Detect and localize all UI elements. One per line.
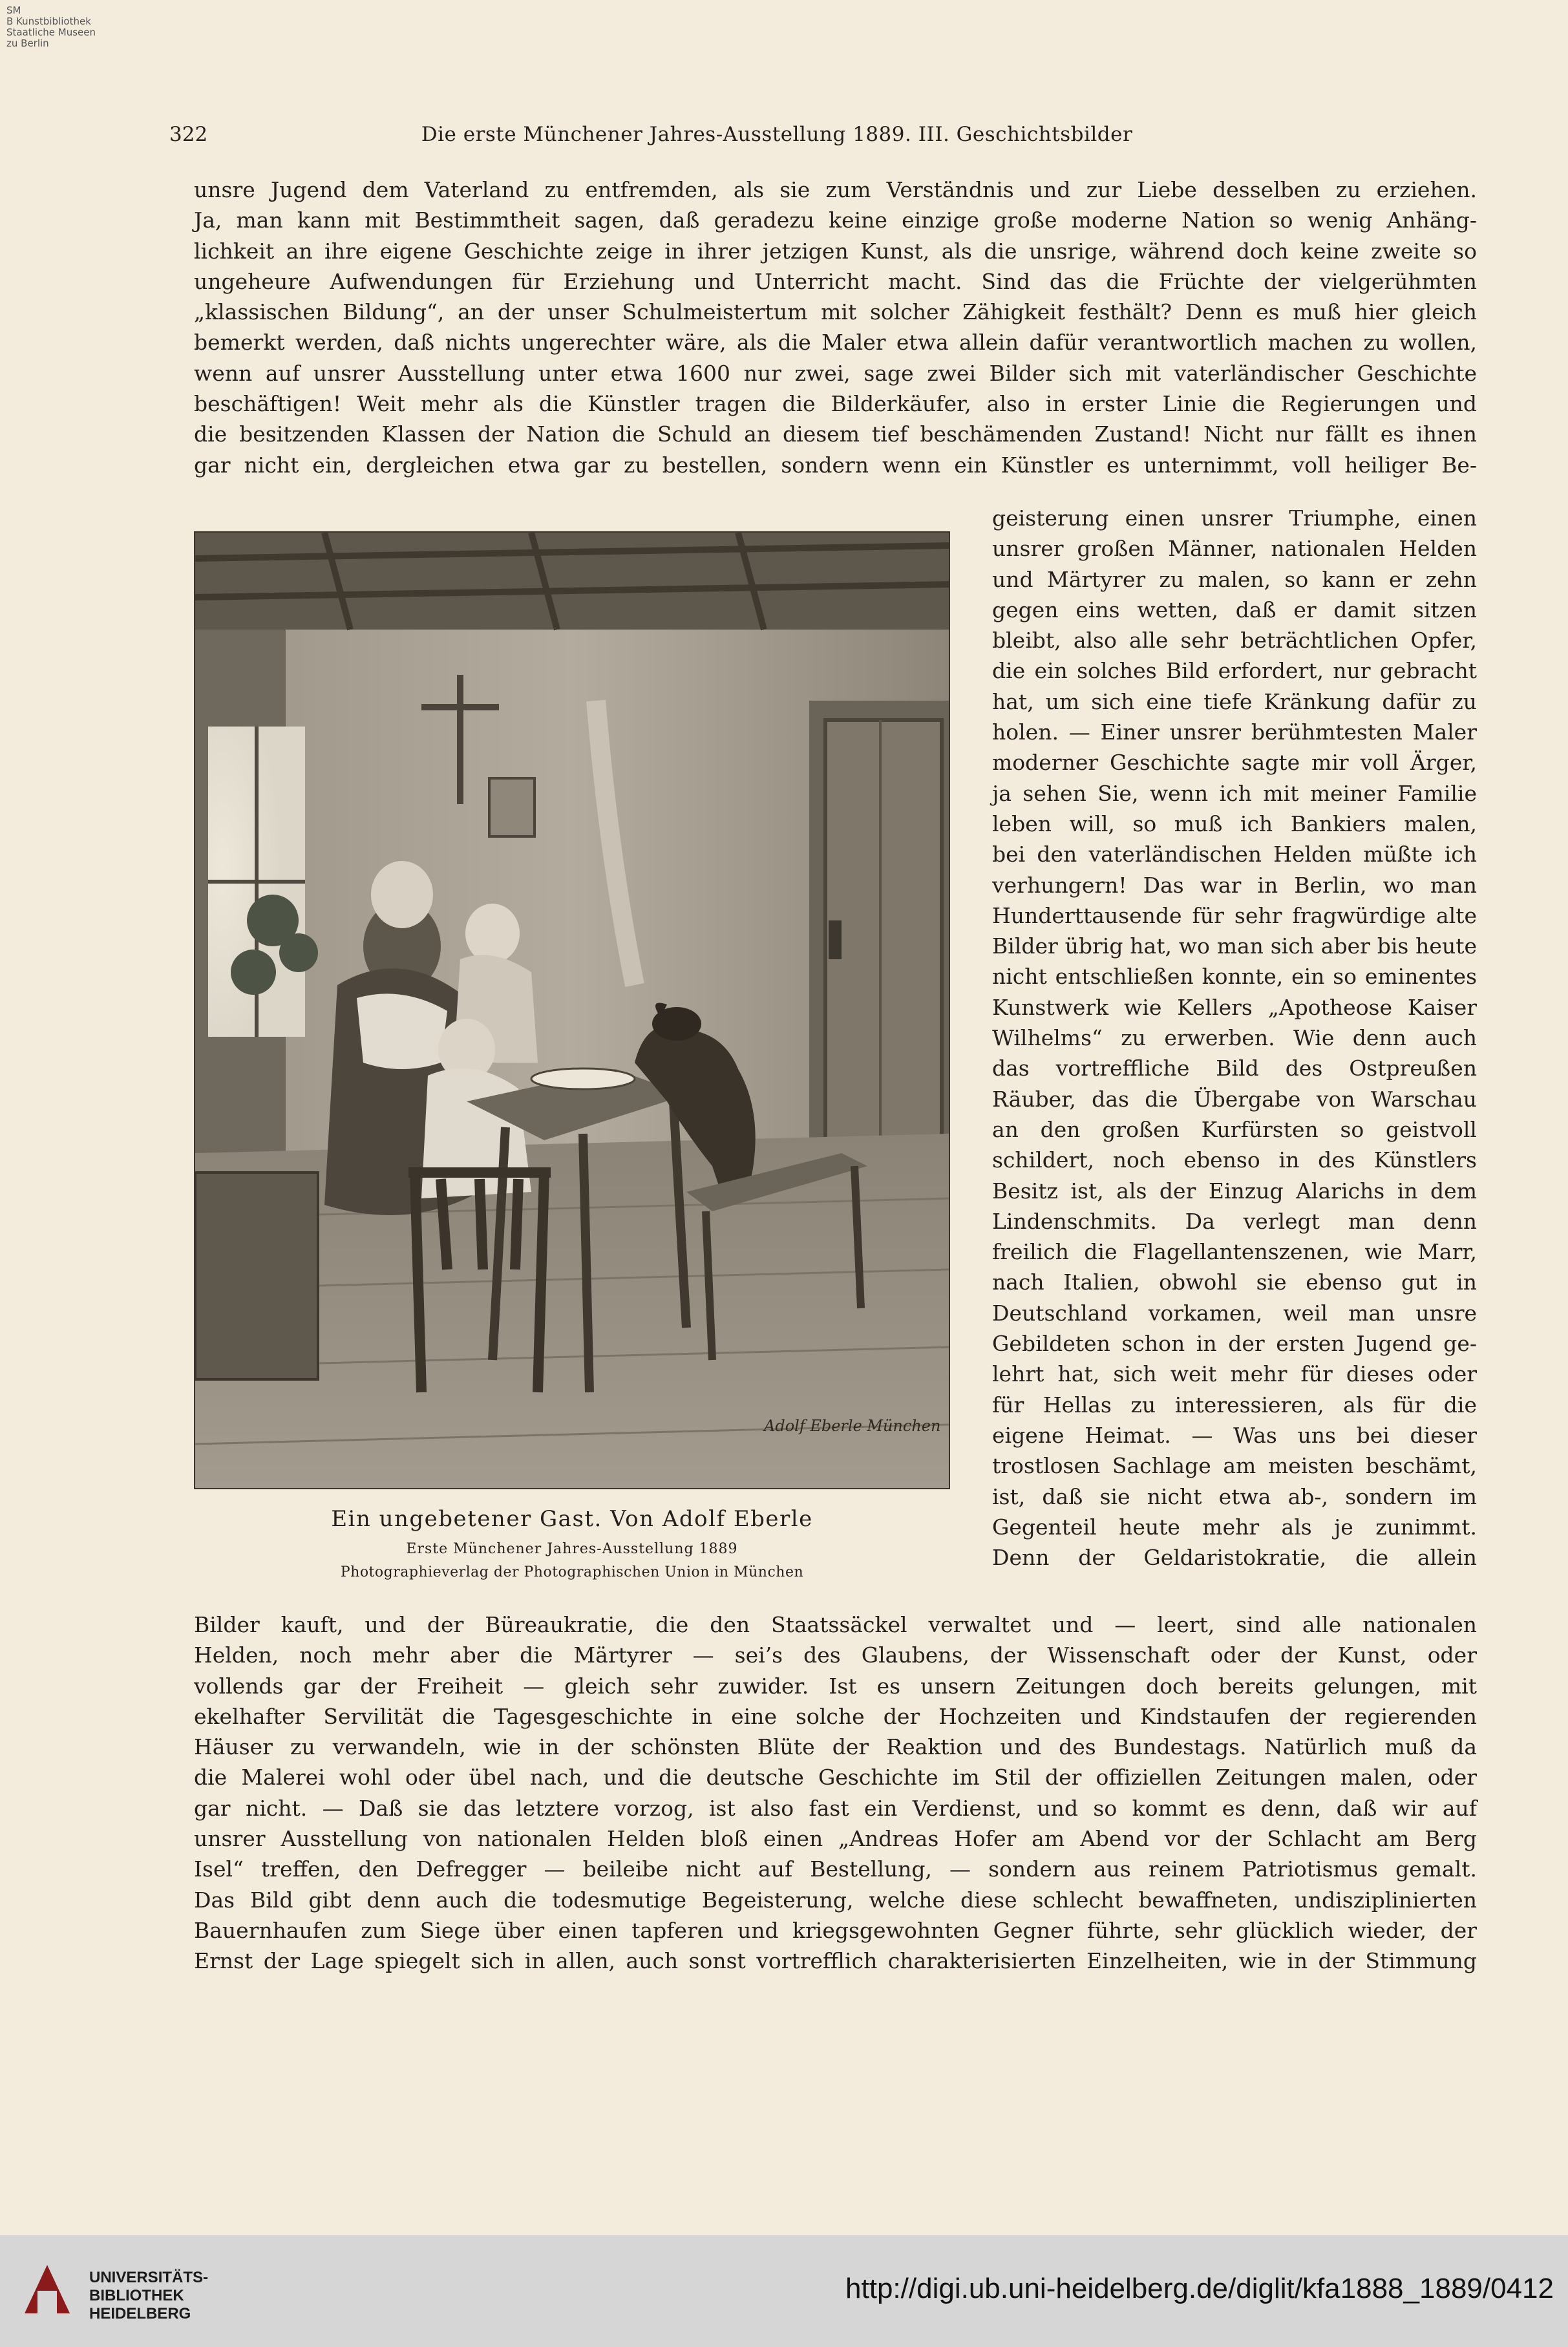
text-line: nicht entschließen konnte, ein so eminentes xyxy=(992,964,1477,990)
figure-caption-credit: Photographieverlag der Photographischen Union in München xyxy=(340,1564,804,1580)
text-line: Ja, man kann mit Bestimmtheit sagen, daß geradezu keine einzige große moderne Nation so wenig Anhäng- xyxy=(194,207,1477,233)
text-line: ja sehen Sie, wenn ich mit meiner Familie xyxy=(992,780,1477,806)
text-line: die ein solches Bild erfordert, nur gebracht xyxy=(992,658,1477,684)
text-line: Gegenteil heute mehr als je zunimmt. xyxy=(992,1514,1477,1540)
text-line: vollends gar der Freiheit — gleich sehr zuwider. Ist es unsern Zeitungen doch bereits gelungen, mit xyxy=(194,1673,1477,1699)
text-line: Häuser zu verwandeln, wie in der schönsten Blüte der Reaktion und des Bundestags. Natürlich muß da xyxy=(194,1734,1477,1760)
text-line: verhungern! Das war in Berlin, wo man xyxy=(992,872,1477,898)
text-line: die besitzenden Klassen der Nation die Schuld an diesem tief beschämenden Zustand! Nicht nur fällt es ihnen xyxy=(194,421,1477,447)
running-header xyxy=(169,123,1384,149)
text-line: unsrer Ausstellung von nationalen Helden bloß einen „Andreas Hofer am Abend vor der Schlacht am Berg xyxy=(194,1826,1477,1852)
text-line: gar nicht ein, dergleichen etwa gar zu bestellen, sondern wenn ein Künstler es unternimmt, voll heiliger Be- xyxy=(194,452,1477,478)
text-line: unsrer großen Männer, nationalen Helden xyxy=(992,536,1477,562)
text-line: Hunderttausende für sehr fragwürdige alte xyxy=(992,902,1477,928)
painting-signature: Adolf Eberle München xyxy=(764,1417,941,1435)
library-name-line: BIBLIOTHEK xyxy=(89,2287,184,2304)
text-line: Isel“ treffen, den Defregger — beileibe nicht auf Bestellung, — sondern aus reinem Patriotismus gemalt. xyxy=(194,1856,1477,1882)
text-line: Gebildeten schon in der ersten Jugend ge- xyxy=(992,1331,1477,1357)
text-line: Räuber, das die Übergabe von Warschau xyxy=(992,1086,1477,1112)
figure-caption-exhibition: Erste Münchener Jahres-Ausstellung 1889 xyxy=(406,1541,738,1557)
text-line: Helden, noch mehr aber die Märtyrer — sei’s des Glaubens, der Wissenschaft oder der Kunst, oder xyxy=(194,1642,1477,1668)
stamp-line: zu Berlin xyxy=(6,37,49,49)
stamp-line: SM xyxy=(6,5,21,16)
text-line: gar nicht. — Daß sie das letztere vorzog, ist also fast ein Verdienst, und so kommt es denn, daß wir auf xyxy=(194,1795,1477,1821)
stamp-line: B Kunstbibliothek xyxy=(6,16,91,27)
text-line: und Märtyrer zu malen, so kann er zehn xyxy=(992,566,1477,592)
text-line: eigene Heimat. — Was uns bei dieser xyxy=(992,1422,1477,1448)
text-line: freilich die Flagellantenszenen, wie Marr, xyxy=(992,1239,1477,1265)
text-line: Bilder übrig hat, wo man sich aber bis heute xyxy=(992,933,1477,959)
text-line: Wilhelms“ zu erwerben. Wie denn auch xyxy=(992,1025,1477,1051)
running-title: Die erste Münchener Jahres-Ausstellung 1889. III. Geschichtsbilder xyxy=(421,123,1133,146)
text-line: wenn auf unsrer Ausstellung unter etwa 1600 nur zwei, sage zwei Bilder sich mit vaterländischer Geschichte xyxy=(194,360,1477,386)
bottom-paragraph xyxy=(194,1609,1477,1977)
figure-caption-title: Ein ungebetener Gast. Von Adolf Eberle xyxy=(331,1506,813,1532)
university-library-logo-icon xyxy=(18,2258,76,2323)
library-stamp xyxy=(6,5,96,49)
text-line: schildert, noch ebenso in des Künstlers xyxy=(992,1147,1477,1173)
text-line: moderner Geschichte sagte mir voll Ärger, xyxy=(992,750,1477,776)
text-line: nach Italien, obwohl sie ebenso gut in xyxy=(992,1269,1477,1295)
text-line: Bilder kauft, und der Büreaukratie, die den Staatssäckel verwaltet und — leert, sind alle nationalen xyxy=(194,1612,1477,1637)
stamp-line: Staatliche Museen xyxy=(6,27,96,38)
column-paragraph xyxy=(992,503,1477,1573)
text-line: die Malerei wohl oder übel nach, und die deutsche Geschichte im Stil der offiziellen Zeitungen malen, oder xyxy=(194,1765,1477,1790)
text-line: hat, um sich eine tiefe Kränkung dafür zu xyxy=(992,688,1477,714)
text-line: Besitz ist, als der Einzug Alarichs in dem xyxy=(992,1178,1477,1204)
text-line: für Hellas zu interessieren, als für die xyxy=(992,1392,1477,1418)
text-line: ist, daß sie nicht etwa ab-, sondern im xyxy=(992,1483,1477,1509)
text-line: Das Bild gibt denn auch die todesmutige Begeisterung, welche diese schlecht bewaffneten, undisziplinierten xyxy=(194,1887,1477,1913)
text-line: Denn der Geldaristokratie, die allein xyxy=(992,1545,1477,1571)
text-line: lichkeit an ihre eigene Geschichte zeige in ihrer jetzigen Kunst, als die unsrige, während doch keine zweite so xyxy=(194,238,1477,264)
page-number: 322 xyxy=(169,123,208,146)
library-name-line: HEIDELBERG xyxy=(89,2305,191,2322)
text-line: geisterung einen unsrer Triumphe, einen xyxy=(992,505,1477,531)
text-line: bei den vaterländischen Helden müßte ich xyxy=(992,842,1477,867)
library-name-line: UNIVERSITÄTS- xyxy=(89,2269,209,2286)
text-line: gegen eins wetten, daß er damit sitzen xyxy=(992,597,1477,622)
text-line: holen. — Einer unsrer berühmtesten Maler xyxy=(992,719,1477,745)
text-line: unsre Jugend dem Vaterland zu entfremden, als sie zum Verständnis und zur Liebe desselben zu erziehen. xyxy=(194,177,1477,202)
text-line: bemerkt werden, daß nichts ungerechter wäre, als die Maler etwa allein dafür verantwortlich machen zu wollen, xyxy=(194,330,1477,356)
text-line: das vortreffliche Bild des Ostpreußen xyxy=(992,1056,1477,1081)
text-line: lehrt hat, sich weit mehr für dieses oder xyxy=(992,1361,1477,1387)
permalink-url[interactable]: http://digi.ub.uni-heidelberg.de/diglit/kfa1888_1889/0412 xyxy=(845,2273,1554,2304)
text-line: bleibt, also alle sehr beträchtlichen Opfer, xyxy=(992,628,1477,653)
text-line: an den großen Kurfürsten so geistvoll xyxy=(992,1116,1477,1142)
text-line: ungeheure Aufwendungen für Erziehung und Unterricht macht. Sind das die Früchte der vielgerühmten xyxy=(194,268,1477,294)
text-line: trostlosen Sachlage am meisten beschämt, xyxy=(992,1453,1477,1479)
text-line: Kunstwerk wie Kellers „Apotheose Kaiser xyxy=(992,994,1477,1020)
footer-bar xyxy=(0,2235,1568,2347)
text-line: Lindenschmits. Da verlegt man denn xyxy=(992,1208,1477,1234)
text-line: Deutschland vorkamen, weil man unsre xyxy=(992,1300,1477,1326)
text-line: ekelhafter Servilität die Tagesgeschichte in eine solche der Hochzeiten und Kindstaufen der regierenden xyxy=(194,1703,1477,1729)
library-name xyxy=(89,2269,208,2323)
top-paragraph xyxy=(194,175,1477,480)
text-line: Bauernhaufen zum Siege über einen tapferen und kriegsgewohnten Gegner führte, sehr glücklich wieder, der xyxy=(194,1917,1477,1943)
text-line: leben will, so muß ich Bankiers malen, xyxy=(992,811,1477,836)
text-line: „klassischen Bildung“, an der unser Schulmeistertum mit solcher Zähigkeit festhält? Denn es muß hier gleich xyxy=(194,299,1477,325)
illustration-uninvited-guest xyxy=(194,531,950,1489)
text-line: beschäftigen! Weit mehr als die Künstler tragen die Bilderkäufer, also in erster Linie die Regierungen und xyxy=(194,391,1477,417)
text-line: Ernst der Lage spiegelt sich in allen, auch sonst vortrefflich charakterisierten Einzelheiten, wie in der Stimmung xyxy=(194,1948,1477,1974)
